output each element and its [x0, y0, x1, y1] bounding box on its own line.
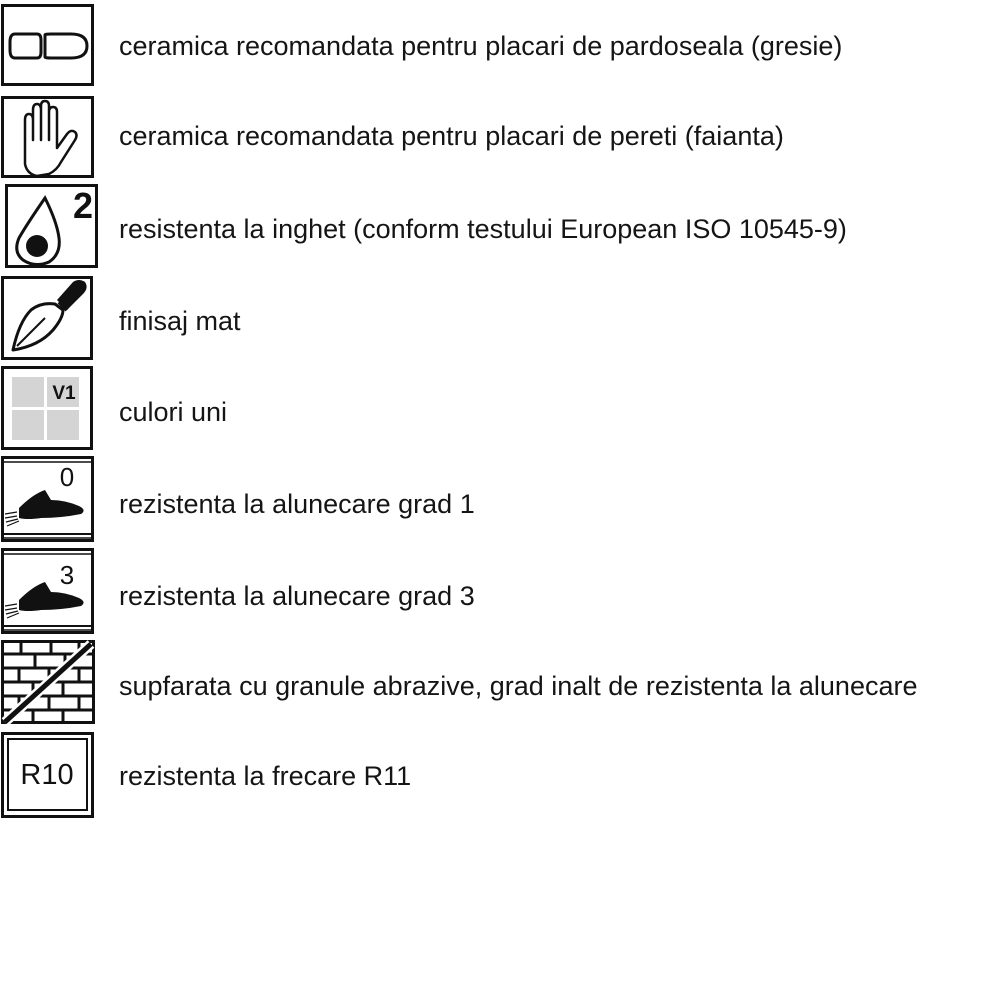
legend-item-abrasive-surface [0, 638, 1000, 728]
frost-level-text: 2 [72, 185, 94, 226]
frost-drop-icon [5, 184, 98, 268]
legend-item-label: ceramica recomandata pentru placari de pereti (faianta) [119, 121, 784, 151]
legend-item-label: rezistenta la alunecare grad 1 [119, 489, 475, 519]
hand-icon [1, 96, 94, 178]
legend-item-frost-resistance [0, 184, 1000, 274]
r-rating-icon [1, 732, 94, 818]
r-rating-text: R10 [20, 759, 74, 791]
legend-item-matte-finish [0, 274, 1000, 364]
legend-item-wall-tiles [0, 94, 1000, 184]
paintbrush-icon [1, 276, 93, 360]
legend-item-label: ceramica recomandata pentru placari de pardoseala (gresie) [119, 31, 843, 61]
color-grid-icon [1, 366, 93, 450]
legend-item-label: supfarata cu granule abrazive, grad inalt de rezistenta la alunecare [119, 671, 918, 701]
legend-item-floor-tiles [0, 0, 1000, 90]
slip-shoe-icon [1, 548, 94, 634]
legend-item-label: resistenta la inghet (conform testului European ISO 10545-9) [119, 214, 847, 244]
abrasive-wall-icon [1, 640, 95, 724]
legend-item-slip-resistance-3 [0, 548, 1000, 638]
variation-code-text: V1 [52, 383, 76, 404]
legend-item-slip-resistance-1 [0, 456, 1000, 546]
legend-item-label: finisaj mat [119, 306, 241, 336]
slip-grade-text: 3 [59, 560, 75, 590]
slip-grade-text: 0 [59, 462, 75, 492]
legend-item-friction-rating [0, 730, 1000, 820]
shoe-sole-icon [1, 4, 94, 86]
legend-item-label: culori uni [119, 397, 228, 427]
legend-item-label: rezistenta la alunecare grad 3 [119, 581, 475, 611]
legend-item-uni-colors [0, 366, 1000, 456]
slip-shoe-icon [1, 456, 94, 542]
legend-item-label: rezistenta la frecare R11 [119, 761, 412, 791]
